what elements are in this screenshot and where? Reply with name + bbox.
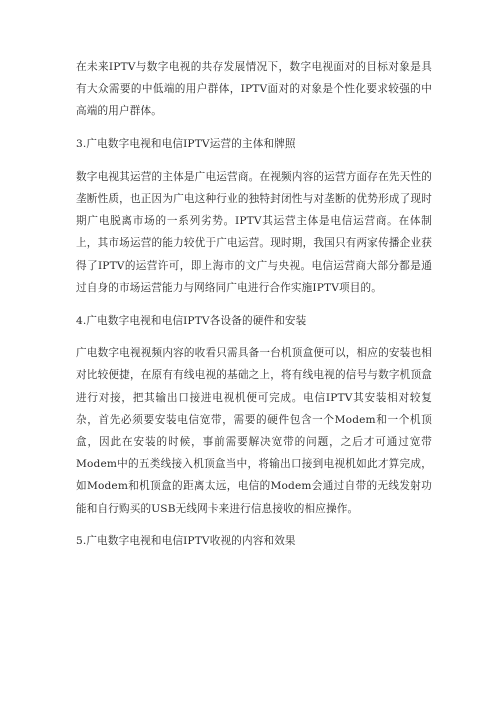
paragraph-target-users: 在未来IPTV与数字电视的共存发展情况下，数字电视面对的目标对象是具有大众需要的中低端的用户群体，IPTV面对的对象是个性化要求较强的中高端的用户群体。 (76, 61, 432, 118)
paragraph-gap (76, 299, 432, 310)
paragraph-hardware: 广电数字电视视频内容的收看只需具备一台机顶盒便可以，相应的安装也相对比较便捷，在原有有线电视的基础之上，将有线电视的信号与数字机顶盒进行对接，把其输出口接进电视机便可完成。电信IPTV其安装相对较复杂，首先必须要安装电信宽带，需要的硬件包含一个Modem和一个机顶盒，因此在安装的时候，事前需要解决宽带的问题，之后才可通过宽带Modem中的五类线接入机顶盒当中，将输出口接到电视机如此才算完成，如Modem和机顶盒的距离太远，电信的Modem会通过自带的无线发射功能和自行购买的USB无线网卡来进行信息接收的相应操作。 (76, 347, 432, 515)
document-body (76, 56, 432, 553)
section-heading-5: 5.广电数字电视和电信IPTV收视的内容和效果 (76, 535, 296, 548)
paragraph-gap (76, 155, 432, 166)
section-heading-3: 3.广电数字电视和电信IPTV运营的主体和牌照 (76, 138, 296, 151)
paragraph-gap (76, 332, 432, 343)
paragraph-gap (76, 123, 432, 134)
paragraph-gap (76, 520, 432, 531)
section-heading-4: 4.广电数字电视和电信IPTV各设备的硬件和安装 (76, 314, 307, 327)
paragraph-operators: 数字电视其运营的主体是广电运营商。在视频内容的运营方面存在先天性的垄断性质，也正因为广电这种行业的独特封闭性与对垄断的优势形成了现时期广电脱离市场的一系列劣势。IPTV其运营主体是电信运营商。在体制上，其市场运营的能力较优于广电运营。现时期，我国只有两家传播企业获得了IPTV的运营许可，即上海市的文广与央视。电信运营商大部分都是通过自身的市场运营能力与网络同广电进行合作实施IPTV项目的。 (76, 170, 432, 294)
